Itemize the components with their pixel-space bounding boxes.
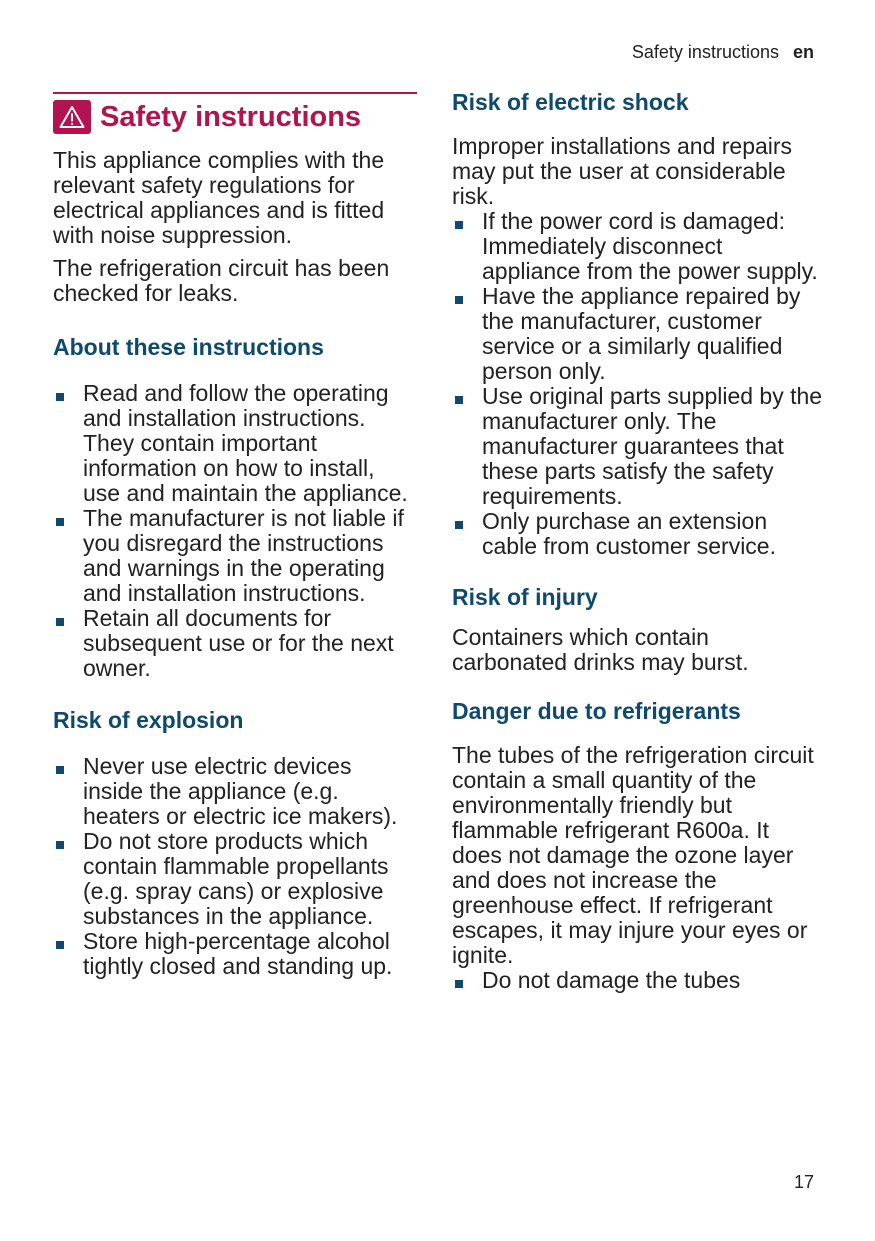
shock-heading: Risk of electric shock <box>452 89 689 115</box>
injury-text: Containers which contain carbonated drinks may burst. <box>452 624 749 675</box>
about-list <box>53 381 417 681</box>
page-title-bar <box>53 92 417 134</box>
explosion-heading: Risk of explosion <box>53 707 244 733</box>
language-code: en <box>792 42 814 62</box>
intro-paragraph: This appliance complies with the relevant safety regulations for electrical appliances and is fitted with noise suppression. <box>53 147 385 248</box>
list-item: If the power cord is damaged: Immediately disconnect appliance from the power supply. <box>452 209 824 284</box>
intro-paragraph: The refrigeration circuit has been checked for leaks. <box>53 255 390 306</box>
about-heading: About these instructions <box>53 334 324 360</box>
warning-icon <box>53 100 91 134</box>
left-column <box>53 92 417 979</box>
page-number: 17 <box>793 1172 814 1192</box>
list-item: Have the appliance repaired by the manufacturer, customer service or a similarly qualified person only. <box>452 284 824 384</box>
explosion-list <box>53 754 417 979</box>
running-header <box>632 42 814 63</box>
running-header-section: Safety instructions <box>631 42 779 62</box>
shock-list <box>452 209 824 559</box>
list-item: The manufacturer is not liable if you disregard the instructions and warnings in the operating and installation instructions. <box>53 506 417 606</box>
list-item: Never use electric devices inside the appliance (e.g. heaters or electric ice makers). <box>53 754 417 829</box>
refrigerants-list <box>452 968 824 993</box>
refrigerants-heading: Danger due to refrigerants <box>452 698 741 724</box>
page-title: Safety instructions <box>100 101 362 133</box>
shock-text: Improper installations and repairs may put the user at considerable risk. <box>452 133 793 209</box>
refrigerants-text: The tubes of the refrigeration circuit contain a small quantity of the environmentally friendly but flammable refrigerant R600a. It does not damage the ozone layer and does not increase the greenhouse effect. If refrigerant escapes, it may injure your eyes or ignite. <box>452 742 814 968</box>
right-column <box>452 88 824 993</box>
list-item: Only purchase an extension cable from customer service. <box>452 509 824 559</box>
list-item: Use original parts supplied by the manufacturer only. The manufacturer guarantees that these parts satisfy the safety requirements. <box>452 384 824 509</box>
list-item: Do not store products which contain flammable propellants (e.g. spray cans) or explosive substances in the appliance. <box>53 829 417 929</box>
list-item: Read and follow the operating and installation instructions. They contain important information on how to install, use and maintain the appliance. <box>53 381 417 506</box>
list-item: Retain all documents for subsequent use or for the next owner. <box>53 606 417 681</box>
list-item: Do not damage the tubes <box>452 968 824 993</box>
injury-heading: Risk of injury <box>452 584 598 610</box>
list-item: Store high-percentage alcohol tightly closed and standing up. <box>53 929 417 979</box>
